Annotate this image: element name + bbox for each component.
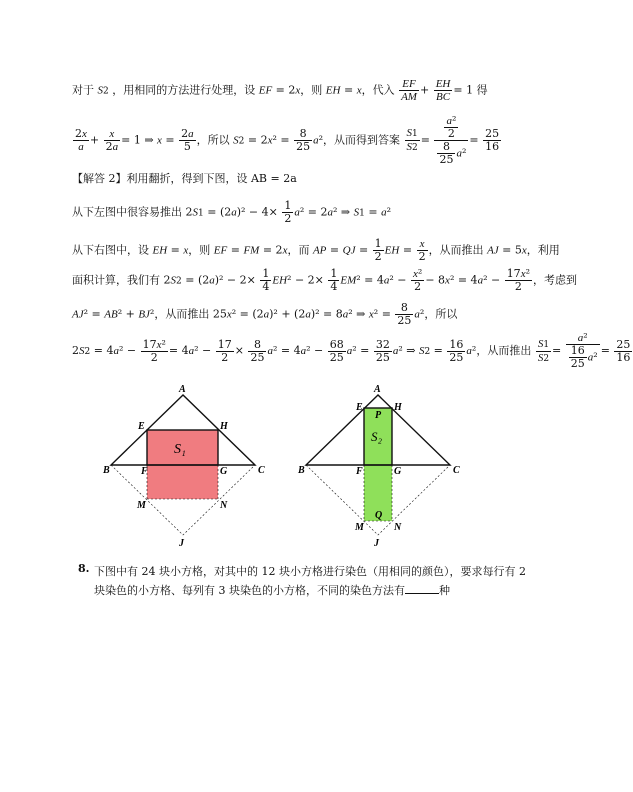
solution-line-2: $\frac{2x}{a}$ + $\frac{x}{2a}$ = 1 ⇒ x = $\frac{2a}{5}$ ，所以 S2 = 2x² = $\frac{8}{25}$ a²，从而得到答案 $\frac{S1}{S2}$ = $\frac{\text{a²}}{2}$ $\frac{8}{25}$ a² = $\frac{25}{16}$ (75, 114, 500, 166)
solution-line-1: 对于 S2 ，用相同的方法进行处理，设 EF = 2x，则 EH = x，代入 $\frac{EF}{AM}$ + $\frac{EH}{BC}$ = 1 得 (72, 78, 488, 103)
label-p-right: P (375, 410, 382, 421)
label-j-left: J (179, 538, 184, 549)
label-h-left: H (220, 421, 228, 432)
figure-right (297, 384, 460, 549)
label-c-right: C (453, 465, 460, 476)
label-n-right: N (394, 522, 402, 533)
solution-line-8: 2S2 = 4a² − $\frac{\text{17x²}}{2}$ = 4a² − $\frac{17}{2}$ × $\frac{8}{25}$ a² = 4a² − $\frac{68}{25}$ a² = $\frac{32}{25}$ a² ⇒ S2 = $\frac{16}{25}$ a²，从而推出 $\frac{S1}{S2}$ = a² $\frac{16}{25}$ a² = $\frac{25}{16}$ (72, 331, 631, 370)
region-label-s1: S₁ (174, 442, 186, 457)
question-text: 下图中有 24 块小方格，对其中的 12 块小方格进行染色（用相同的颜色），要求每行有 2 块染色的小方格、每列有 3 块染色的小方格，不同的染色方法有 (94, 565, 526, 597)
line-1-text-a: 对于 (72, 83, 98, 97)
label-h-right: H (394, 402, 402, 413)
label-g-right: G (394, 466, 402, 477)
label-e-right: E (356, 402, 363, 413)
label-b-right: B (298, 465, 305, 476)
label-m-right: M (355, 522, 364, 533)
label-m-left: M (137, 500, 146, 511)
solution-line-5: 从下右图中，设 EH = x，则 EF = FM = 2x，而 AP = QJ = $\frac{1}{2}$ EH = $\frac{x}{2}$ ，从而推出 AJ = 5x，利用 (72, 237, 560, 263)
label-b-left: B (103, 465, 110, 476)
label-c-left: C (258, 465, 265, 476)
label-e-left: E (138, 421, 145, 432)
label-f-left: F (141, 466, 148, 477)
solution-line-4: 从下左图中很容易推出 2S1 = (2a)² − 4× $\frac{1}{2}$ a² = 2a² ⇒ S1 = a² (72, 199, 391, 225)
label-q-right: Q (375, 510, 383, 521)
answer-blank[interactable] (405, 583, 439, 594)
label-a-left: A (179, 384, 186, 395)
solution-line-6: 面积计算，我们有 2S2 = (2a)² − 2× $\frac{1}{4}$ EH² − 2× $\frac{1}{4}$ EM² = 4a² − $\frac{\text{x²}}{2}$ − 8x² = 4a² − $\frac{\text{17x²}}{2}$ ，考虑到 (72, 267, 577, 293)
label-j-right: J (374, 538, 379, 549)
label-n-left: N (220, 500, 228, 511)
label-a-right: A (374, 384, 381, 395)
solution-line-7: AJ² = AB² + BJ²，从而推出 25x² = (2a)² + (2a)² = 8a² ⇒ x² = $\frac{8}{25}$ a²，所以 (72, 301, 458, 327)
region-label-s2: S₂ (371, 429, 383, 444)
question-text-block (94, 562, 539, 600)
question-suffix: 种 (439, 584, 450, 597)
figure-left (102, 384, 265, 549)
label-g-left: G (220, 466, 228, 477)
label-f-right: F (356, 466, 363, 477)
question-number: 8. (78, 562, 90, 575)
solution-line-3: 【解答 2】利用翻折，得到下图，设 AB = 2a (72, 172, 297, 185)
